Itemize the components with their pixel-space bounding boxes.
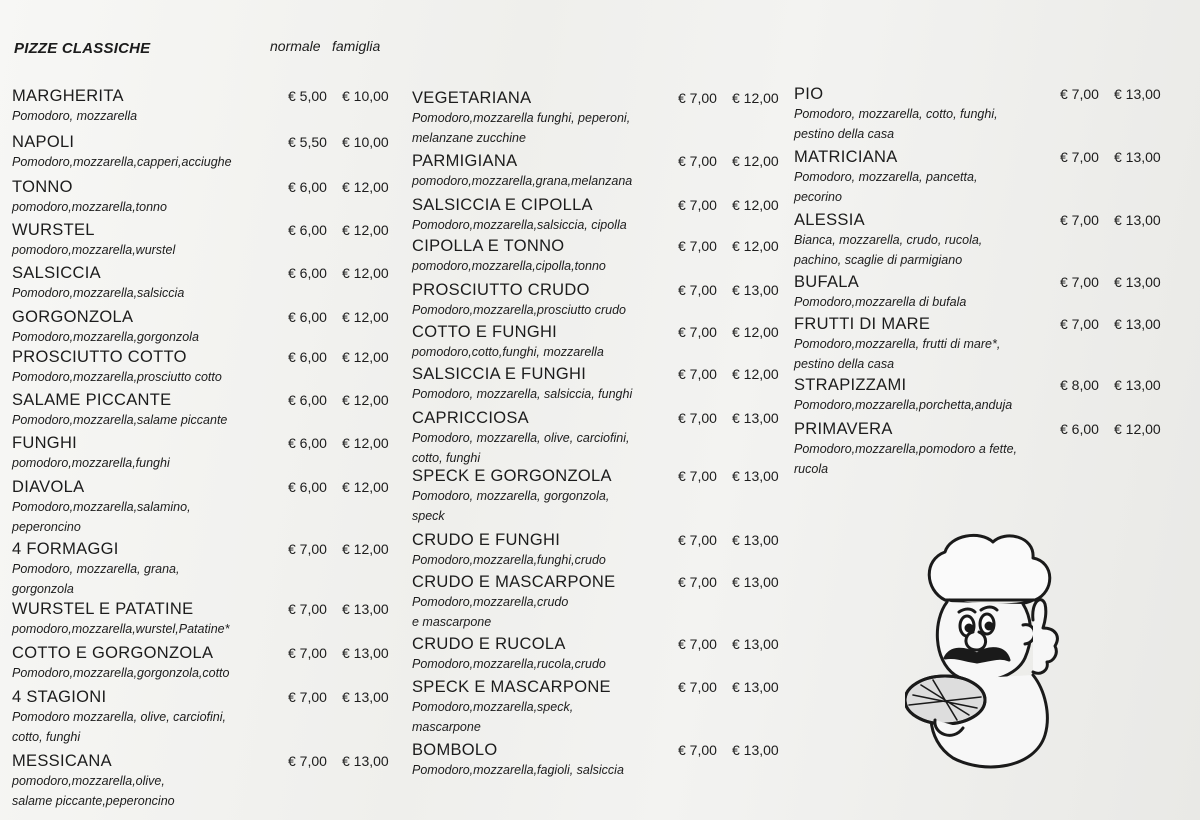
price-normal: € 7,00 <box>678 153 717 169</box>
price-family: € 12,00 <box>732 238 779 254</box>
pizza-name: FRUTTI DI MARE <box>794 315 931 333</box>
price-normal: € 7,00 <box>678 324 717 340</box>
price-family: € 12,00 <box>342 222 389 238</box>
pizza-ingredients: pomodoro,mozzarella,funghi <box>12 456 170 470</box>
price-normal: € 7,00 <box>678 238 717 254</box>
pizza-name: FUNGHI <box>12 434 78 452</box>
price-normal: € 6,00 <box>288 392 327 408</box>
pizza-ingredients: pecorino <box>794 190 842 204</box>
pizza-name: WURSTEL E PATATINE <box>12 600 194 618</box>
price-normal: € 7,00 <box>1060 274 1099 290</box>
size-header-family: famiglia <box>332 38 381 54</box>
price-family: € 13,00 <box>732 532 779 548</box>
price-normal: € 7,00 <box>678 410 717 426</box>
menu-item <box>794 419 1161 479</box>
menu-item <box>12 599 389 639</box>
pizza-ingredients: pachino, scaglie di parmigiano <box>794 253 963 267</box>
price-normal: € 6,00 <box>288 222 327 238</box>
pizza-ingredients: pomodoro,mozzarella,tonno <box>12 200 167 214</box>
menu-item <box>12 390 389 430</box>
pizza-ingredients: cotto, funghi <box>412 451 481 465</box>
pizza-ingredients: Bianca, mozzarella, crudo, rucola, <box>794 233 983 247</box>
pizza-ingredients: Pomodoro,mozzarella,funghi,crudo <box>412 553 606 567</box>
pizza-ingredients: Pomodoro, mozzarella, gorgonzola, <box>412 489 610 503</box>
price-normal: € 7,00 <box>678 532 717 548</box>
price-family: € 13,00 <box>342 689 389 705</box>
menu-item <box>412 634 779 674</box>
pizza-name: PRIMAVERA <box>794 420 893 438</box>
price-family: € 13,00 <box>732 679 779 695</box>
price-normal: € 7,00 <box>678 679 717 695</box>
price-normal: € 7,00 <box>1060 212 1099 228</box>
pizza-name: CIPOLLA E TONNO <box>412 237 565 255</box>
menu-item <box>794 147 1161 207</box>
price-family: € 13,00 <box>732 742 779 758</box>
pizza-ingredients: Pomodoro,mozzarella,speck, <box>412 700 574 714</box>
pizza-ingredients: Pomodoro,mozzarella,prosciutto cotto <box>12 370 222 384</box>
pizza-ingredients: Pomodoro,mozzarella,pomodoro a fette, <box>794 442 1018 456</box>
price-normal: € 7,00 <box>288 645 327 661</box>
price-normal: € 8,00 <box>1060 377 1099 393</box>
pizza-ingredients: Pomodoro,mozzarella,fagioli, salsiccia <box>412 763 624 777</box>
price-normal: € 6,00 <box>288 479 327 495</box>
pizza-name: SALAME PICCANTE <box>12 391 172 409</box>
pizza-name: BUFALA <box>794 273 860 291</box>
menu-item <box>12 307 389 347</box>
pizza-ingredients: Pomodoro, mozzarella, olive, carciofini, <box>412 431 630 445</box>
pizza-name: CAPRICCIOSA <box>412 409 529 427</box>
pizza-ingredients: Pomodoro, mozzarella, cotto, funghi, <box>794 107 998 121</box>
menu-item <box>412 466 779 526</box>
pizza-name: SALSICCIA <box>12 264 101 282</box>
pizza-ingredients: e mascarpone <box>412 615 492 629</box>
pizza-name: SALSICCIA E CIPOLLA <box>412 196 593 214</box>
pizza-ingredients: Pomodoro,mozzarella,prosciutto crudo <box>412 303 626 317</box>
menu-item <box>12 433 389 473</box>
pizza-ingredients: cotto, funghi <box>12 730 81 744</box>
price-family: € 10,00 <box>342 88 389 104</box>
price-normal: € 7,00 <box>678 636 717 652</box>
price-normal: € 7,00 <box>288 753 327 769</box>
pizza-name: MATRICIANA <box>794 148 898 166</box>
menu-item <box>412 322 779 362</box>
pizza-name: 4 STAGIONI <box>12 688 107 706</box>
pizza-ingredients: Pomodoro,mozzarella,crudo <box>412 595 569 609</box>
pizza-ingredients: speck <box>412 509 445 523</box>
price-normal: € 6,00 <box>288 179 327 195</box>
pizza-name: SPECK E GORGONZOLA <box>412 467 612 485</box>
pizza-ingredients: peperoncino <box>12 520 81 534</box>
pizza-name: MARGHERITA <box>12 87 124 105</box>
pizza-name: PIO <box>794 85 824 103</box>
pizza-ingredients: Pomodoro,mozzarella,salsiccia, cipolla <box>412 218 627 232</box>
pizza-ingredients: Pomodoro,mozzarella,capperi,acciughe <box>12 155 232 169</box>
price-family: € 13,00 <box>1114 86 1161 102</box>
pizza-ingredients: pomodoro,mozzarella,olive, <box>12 774 165 788</box>
price-normal: € 6,00 <box>288 349 327 365</box>
pizza-name: COTTO E GORGONZOLA <box>12 644 214 662</box>
menu-item <box>794 84 1161 144</box>
price-family: € 13,00 <box>1114 212 1161 228</box>
price-normal: € 7,00 <box>678 90 717 106</box>
pizza-ingredients: pomodoro,mozzarella,wurstel,Patatine* <box>12 622 230 636</box>
pizza-ingredients: Pomodoro,mozzarella,salame piccante <box>12 413 228 427</box>
menu-item <box>412 530 779 570</box>
price-family: € 12,00 <box>342 309 389 325</box>
price-family: € 12,00 <box>1114 421 1161 437</box>
price-family: € 12,00 <box>732 153 779 169</box>
pizza-name: 4 FORMAGGI <box>12 540 119 558</box>
price-normal: € 6,00 <box>288 265 327 281</box>
pizza-name: DIAVOLA <box>12 478 85 496</box>
menu-item <box>412 195 779 235</box>
menu-item <box>412 236 779 276</box>
menu-item <box>12 687 389 747</box>
price-family: € 13,00 <box>1114 149 1161 165</box>
menu-item <box>794 375 1161 415</box>
pizza-ingredients: Pomodoro,mozzarella di bufala <box>794 295 967 309</box>
price-normal: € 7,00 <box>678 197 717 213</box>
pizza-name: PARMIGIANA <box>412 152 518 170</box>
price-normal: € 7,00 <box>1060 86 1099 102</box>
pizza-ingredients: Pomodoro,mozzarella, frutti di mare*, <box>794 337 1001 351</box>
pizza-ingredients: Pomodoro,mozzarella funghi, peperoni, <box>412 111 631 125</box>
pizza-ingredients: Pomodoro,mozzarella,gorgonzola,cotto <box>12 666 230 680</box>
menu-item <box>12 539 389 599</box>
menu-item <box>12 263 389 303</box>
price-family: € 13,00 <box>732 282 779 298</box>
pizza-ingredients: Pomodoro,mozzarella,porchetta,anduja <box>794 398 1013 412</box>
price-normal: € 7,00 <box>678 574 717 590</box>
menu-item <box>412 740 779 780</box>
price-family: € 12,00 <box>732 90 779 106</box>
price-family: € 12,00 <box>342 435 389 451</box>
pizza-name: MESSICANA <box>12 752 112 770</box>
price-family: € 13,00 <box>342 753 389 769</box>
price-normal: € 7,00 <box>678 366 717 382</box>
pizza-ingredients: melanzane zucchine <box>412 131 526 145</box>
menu-item <box>12 643 389 683</box>
pizza-name: PROSCIUTTO COTTO <box>12 348 187 366</box>
price-normal: € 7,00 <box>678 742 717 758</box>
price-family: € 12,00 <box>732 366 779 382</box>
menu-item <box>412 677 779 737</box>
price-family: € 12,00 <box>732 324 779 340</box>
menu-item <box>794 314 1161 374</box>
price-family: € 13,00 <box>1114 316 1161 332</box>
pizza-ingredients: Pomodoro,mozzarella,salamino, <box>12 500 191 514</box>
pizza-ingredients: Pomodoro, mozzarella, grana, <box>12 562 180 576</box>
price-normal: € 6,00 <box>288 435 327 451</box>
pizza-name: PROSCIUTTO CRUDO <box>412 281 590 299</box>
price-normal: € 5,00 <box>288 88 327 104</box>
price-normal: € 7,00 <box>288 601 327 617</box>
pizza-name: CRUDO E RUCOLA <box>412 635 566 653</box>
pizza-ingredients: Pomodoro, mozzarella, salsiccia, funghi <box>412 387 633 401</box>
price-family: € 13,00 <box>342 645 389 661</box>
menu-item <box>412 151 779 191</box>
pizza-name: ALESSIA <box>794 211 865 229</box>
price-family: € 12,00 <box>342 392 389 408</box>
menu-item <box>12 751 389 811</box>
pizza-ingredients: pestino della casa <box>794 357 895 371</box>
pizza-ingredients: Pomodoro,mozzarella,rucola,crudo <box>412 657 606 671</box>
pizza-name: BOMBOLO <box>412 741 498 759</box>
price-normal: € 7,00 <box>288 689 327 705</box>
pizza-ingredients: gorgonzola <box>12 582 74 596</box>
price-family: € 12,00 <box>342 265 389 281</box>
pizza-ingredients: Pomodoro mozzarella, olive, carciofini, <box>12 710 226 724</box>
price-normal: € 7,00 <box>288 541 327 557</box>
price-normal: € 6,00 <box>288 309 327 325</box>
price-family: € 10,00 <box>342 134 389 150</box>
pizza-name: SALSICCIA E FUNGHI <box>412 365 587 383</box>
pizza-name: CRUDO E FUNGHI <box>412 531 561 549</box>
price-normal: € 7,00 <box>1060 149 1099 165</box>
price-family: € 12,00 <box>342 349 389 365</box>
price-family: € 12,00 <box>342 179 389 195</box>
price-family: € 13,00 <box>732 468 779 484</box>
price-normal: € 6,00 <box>1060 421 1099 437</box>
pizza-name: STRAPIZZAMI <box>794 376 907 394</box>
pizza-ingredients: Pomodoro,mozzarella,gorgonzola <box>12 330 199 344</box>
pizza-ingredients: Pomodoro, mozzarella, pancetta, <box>794 170 978 184</box>
pizza-name: VEGETARIANA <box>412 89 532 107</box>
price-family: € 13,00 <box>342 601 389 617</box>
pizza-ingredients: salame piccante,peperoncino <box>12 794 175 808</box>
pizza-ingredients: pomodoro,mozzarella,grana,melanzana <box>412 174 633 188</box>
menu-item <box>412 280 779 320</box>
menu-item <box>12 347 389 387</box>
price-normal: € 7,00 <box>678 282 717 298</box>
pizza-ingredients: pomodoro,cotto,funghi, mozzarella <box>412 345 604 359</box>
pizza-name: SPECK E MASCARPONE <box>412 678 611 696</box>
pizza-ingredients: Pomodoro, mozzarella <box>12 109 138 123</box>
menu-item <box>794 210 1161 270</box>
pizza-name: NAPOLI <box>12 133 75 151</box>
menu-item <box>794 272 1161 312</box>
price-family: € 12,00 <box>342 541 389 557</box>
price-family: € 12,00 <box>342 479 389 495</box>
price-normal: € 7,00 <box>678 468 717 484</box>
menu-item <box>12 177 389 217</box>
section-title: PIZZE CLASSICHE <box>14 40 151 57</box>
price-normal: € 7,00 <box>1060 316 1099 332</box>
pizza-name: TONNO <box>12 178 73 196</box>
menu-item <box>412 88 779 148</box>
pizza-name: GORGONZOLA <box>12 308 134 326</box>
price-family: € 13,00 <box>1114 274 1161 290</box>
menu-item <box>412 364 779 404</box>
pizza-name: CRUDO E MASCARPONE <box>412 573 616 591</box>
menu-item <box>12 220 389 260</box>
pizza-name: COTTO E FUNGHI <box>412 323 558 341</box>
pizza-ingredients: pestino della casa <box>794 127 895 141</box>
pizza-ingredients: pomodoro,mozzarella,cipolla,tonno <box>412 259 606 273</box>
menu-item <box>12 477 389 537</box>
price-family: € 13,00 <box>732 410 779 426</box>
chef-mascot-illustration <box>905 530 1075 770</box>
pizza-ingredients: mascarpone <box>412 720 481 734</box>
pizza-ingredients: pomodoro,mozzarella,wurstel <box>12 243 176 257</box>
menu-item <box>12 132 389 172</box>
price-family: € 13,00 <box>732 574 779 590</box>
pizza-name: WURSTEL <box>12 221 95 239</box>
pizza-ingredients: Pomodoro,mozzarella,salsiccia <box>12 286 185 300</box>
pizza-ingredients: rucola <box>794 462 829 476</box>
price-family: € 12,00 <box>732 197 779 213</box>
menu-item <box>12 86 389 126</box>
menu-item <box>412 408 779 468</box>
price-family: € 13,00 <box>1114 377 1161 393</box>
size-header-normal: normale <box>270 38 321 54</box>
menu-item <box>412 572 779 632</box>
price-family: € 13,00 <box>732 636 779 652</box>
price-normal: € 5,50 <box>288 134 327 150</box>
